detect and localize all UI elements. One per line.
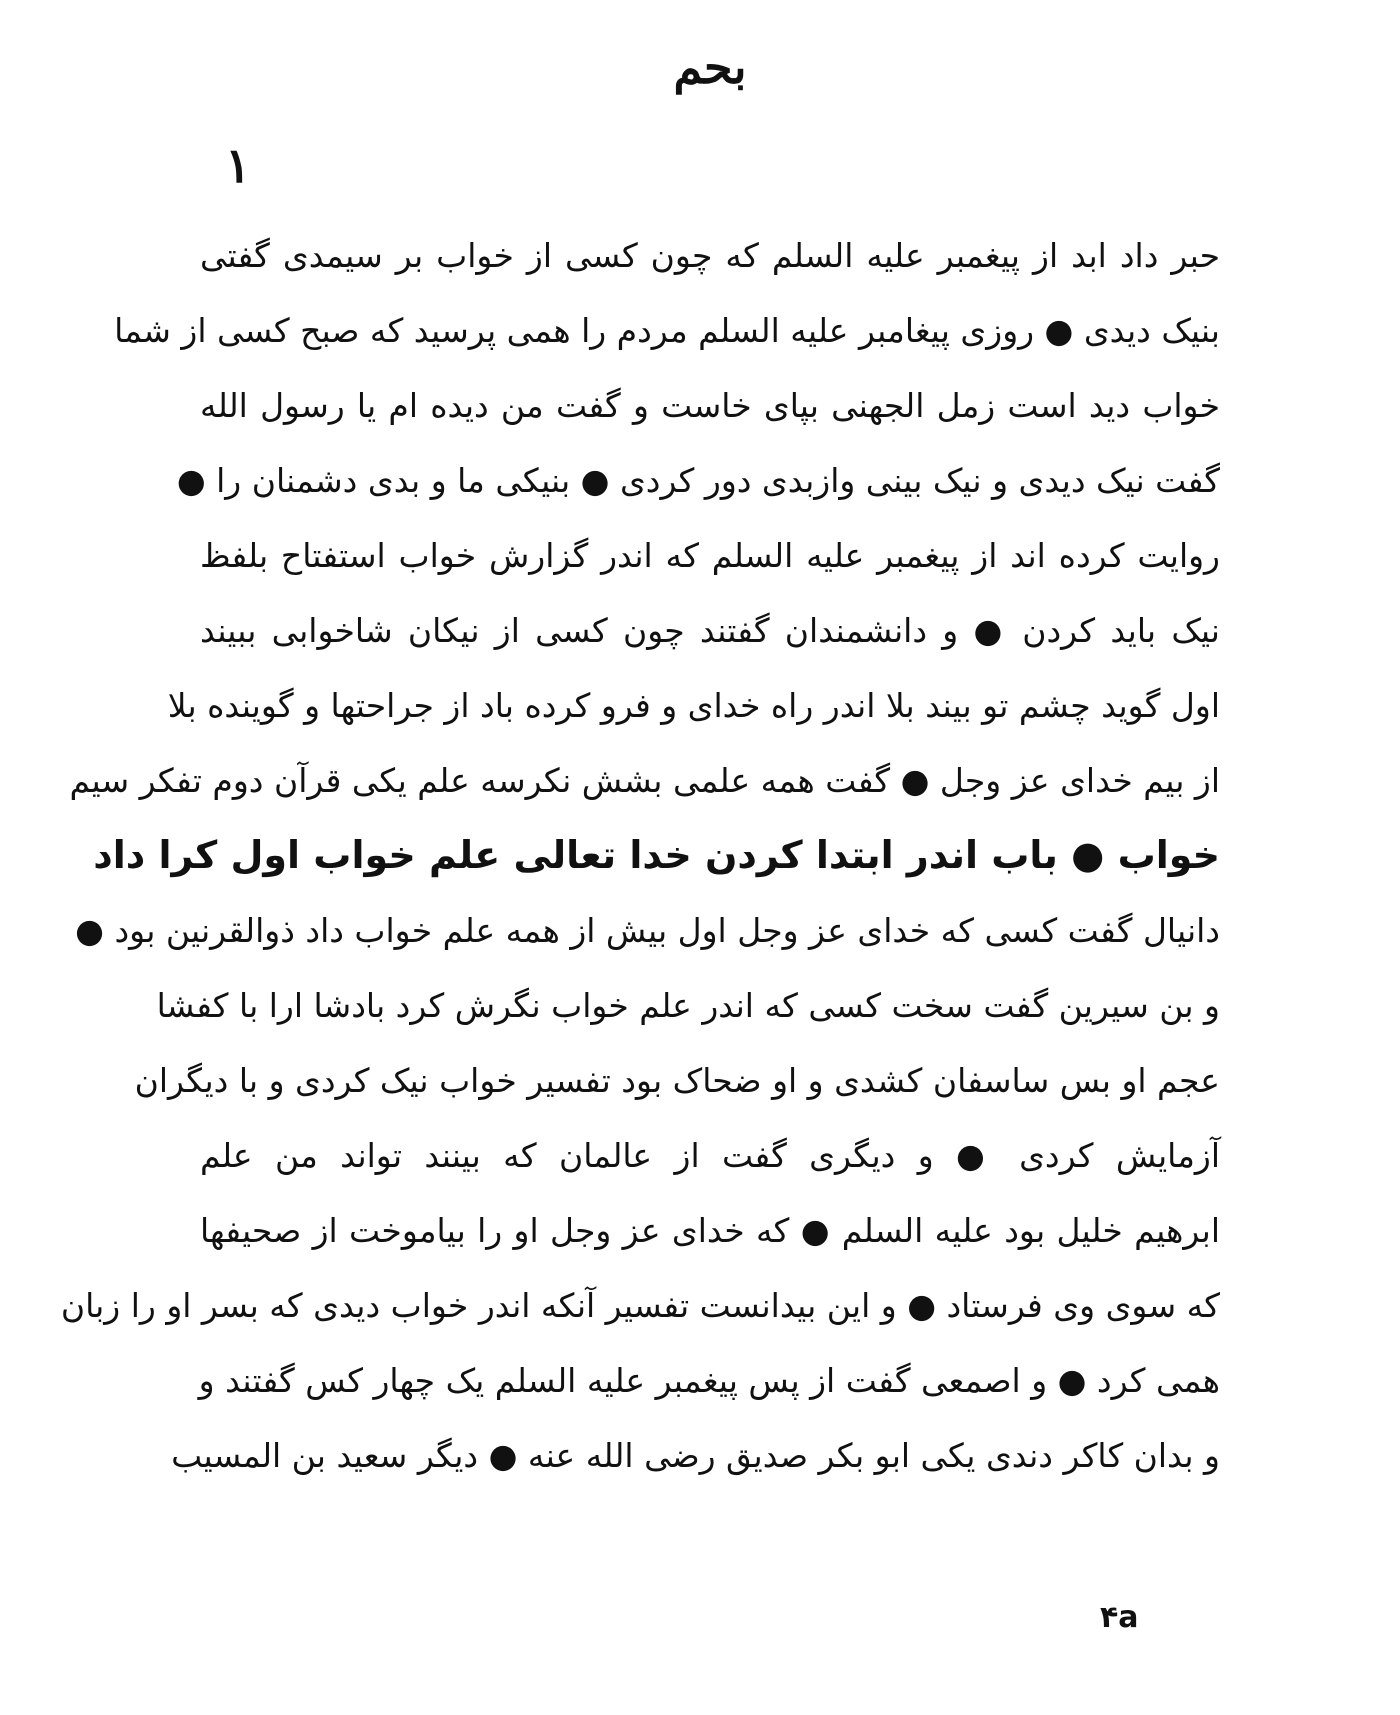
manuscript-text-block bbox=[60, 218, 1220, 1493]
folio-mark: ۴a bbox=[1100, 1600, 1139, 1635]
text-line: آزمایش کردی ● و دیگری گفت از عالمان که بینند تواند من علم bbox=[200, 1136, 1220, 1175]
page-heading: بحم bbox=[673, 40, 747, 94]
text-line: روایت کرده اند از پیغمبر علیه السلم که اندر گزارش خواب استفتاح بلفظ bbox=[200, 536, 1220, 575]
folio-number: ١ bbox=[225, 138, 251, 194]
text-line: ابرهیم خلیل بود علیه السلم ● که خدای عز وجل او را بیاموخت از صحیفها bbox=[200, 1211, 1220, 1250]
text-line: و بن سیرین گفت سخت کسی که اندر علم خواب نگرش کرد بادشا ارا با کفشا bbox=[156, 986, 1220, 1025]
text-line: از بیم خدای عز وجل ● گفت همه علمی بشش نکرسه علم یکی قرآن دوم تفکر سیم bbox=[69, 761, 1220, 800]
chapter-heading-line: خواب ● باب اندر ابتدا کردن خدا تعالی علم خواب اول کرا داد bbox=[93, 833, 1220, 877]
text-line: همی کرد ● و اصمعی گفت از پس پیغمبر علیه السلم یک چهار کس گفتند و bbox=[198, 1361, 1220, 1400]
text-line: بنیک دیدی ● روزی پیغامبر علیه السلم مردم را همی پرسید که صبح کسی از شما bbox=[114, 311, 1220, 350]
text-line: و بدان کاکر دندی یکی ابو بکر صدیق رضی الله عنه ● دیگر سعید بن المسیب bbox=[171, 1436, 1220, 1475]
text-line: عجم او بس ساسفان کشدی و او ضحاک بود تفسیر خواب نیک کردی و با دیگران bbox=[134, 1061, 1220, 1100]
text-line: حبر داد ابد از پیغمبر علیه السلم که چون کسی از خواب بر سیمدی گفتی bbox=[200, 236, 1220, 275]
text-line: نیک باید کردن ● و دانشمندان گفتند چون کسی از نیکان شاخوابی ببیند bbox=[200, 611, 1220, 650]
text-line: گفت نیک دیدی و نیک بینی وازبدی دور کردی ● بنیکی ما و بدی دشمنان را ● bbox=[176, 461, 1220, 500]
text-line: که سوی وی فرستاد ● و این بیدانست تفسیر آنکه اندر خواب دیدی که بسر او را زبان bbox=[60, 1286, 1220, 1325]
text-line: اول گوید چشم تو بیند بلا اندر راه خدای و فرو کرده باد از جراحتها و گوینده بلا bbox=[167, 686, 1220, 725]
text-line: خواب دید است زمل الجهنی بپای خاست و گفت من دیده ام یا رسول الله bbox=[200, 386, 1220, 425]
text-line: دانیال گفت کسی که خدای عز وجل اول بیش از همه علم خواب داد ذوالقرنین بود ● bbox=[75, 911, 1220, 950]
